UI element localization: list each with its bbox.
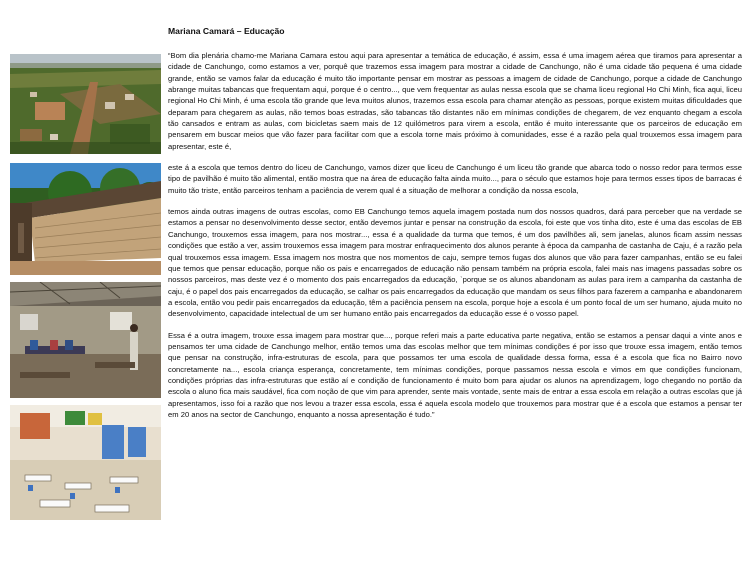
model-school-classroom-photo xyxy=(10,405,161,520)
classroom-interior-photo xyxy=(10,282,161,398)
school-barracks-photo xyxy=(10,163,161,275)
aerial-city-photo xyxy=(10,54,161,154)
paragraph-eb-canchungo: temos ainda outras imagens de outras escolas, como EB Canchungo temos aquela imagem postada num dos nossos quadros, dará para perceber que na verdade se estamos a pensar no desenvolvimento desse sector, então devemos juntar e pensar na construção da escola, foi este que vos tinha dito, este é uma das escolas de EB Canchungo, trouxemos essa imagem, para nos mostrar..., essa é a qualidade da turma que temos, é um dos pavilhões ali, sem janelas, alunos ficam assim nessas condições que estão a ver, assim trouxemos essa imagem para mostrar enfraquecimento dos alunos perante à época da campanha de castanha de Caju, é a razão pela qual trouxemos essa imagem. Essa imagem nos mostra que nos momentos de caju, sempre temos fugas dos alunos que vão para fazer campanhas, então se eu falei que temos que pensar educação, porque não os pais e encarregados de educação não pensam também na própria escola, falei mais nas imagens passadas sobre os nossos parceiros, mas deste vez é o momento dos pais encarregados da educação, `porque se os alunos abandonam as aulas para irem a campanha da castanha de caju, é o papel dos pais encarregados da educação, se calhar os pais encarregados da educação que mandam os seus filhos para fazerem a campanha e abandonarem a escola, então vou pedir pais encarregados da educação, têm a paciência pensem na escola, porque hoje a escola é um ponto focal de um ser humano, ajuda muito no desenvolvimento, capacidade intelectual de um ser humano então pais encarregados da educação esse é o vosso papel. xyxy=(168,207,742,319)
paragraph-model-school: Essa é a outra imagem, trouxe essa imagem para mostrar que..., porque referi mais a parte educativa parte negativa, então se estamos a pensar daqui a vinte anos e pensamos ter uma cidade de Canchungo melhor, então temos uma das escolas melhor que tem mínimas condições é por isso que trouxe essa imagem, então temos que pensar na construção, infra-estruturas de escola, para que possamos ter uma escola de qualidade dessa forma, essa é a escola que fica no Bairro novo concretamente na..., escola criança esperança, concretamente, tem mínimas condições, porque passamos nessa escola e vimos em que condições funcionam, condições próprias das infra-estruturas que estão aí e condição de funcionamento é muito bom para ajudar os alunos na aprendizagem, logo chegando no portão da escola o aluno fica mais saudável, fica com noção de que vim para aprender, sente mais vontade, sente mais de entrar a essa escola em relação a outras escolas que já apresentamos, isso foi a razão que nos levou a trazer essa escola, essa é aquela escola modelo que trouxemos para mostrar que é a escola que estamos a pensar ter em 20 anos na sector de Canchungo, enquanto a nossa apresentação é tudo.” xyxy=(168,330,742,419)
paragraph-liceu-barracks: este á a escola que temos dentro do liceu de Canchungo, vamos dizer que liceu de Canchungo é um liceu tão grande que abarca todo o nosso redor para termos esse tipo de pavilhão é muito tão alimental, então mostra que na área de educação falta ainda muito..., para o século que estamos hoje para termos esses tipos de barracas é muito tão triste, então parceiros tenham a paciência de verem qual é a situação de melhorar a condição da nossa escola, xyxy=(168,163,742,195)
document-body xyxy=(168,26,742,430)
document-title: Mariana Camará – Educação xyxy=(168,26,285,36)
paragraph-aerial-city: “Bom dia plenária chamo-me Mariana Camara estou aqui para apresentar a temática de educação, é assim, essa é uma imagem aérea que tiramos para apresentar a cidade de Canchungo, como estamos a ver, porquê que trazemos essa imagem para mostrar a cidade de Canchungo, não é uma cidade tão pequena é uma cidade grande, então se vamos falar da educação é muito tão importante pensar em mostrar as pessoas a imagem de cidade de Canchungo, porque a cidade de Canchungo abrange muitas tabancas que frequentam aqui, porque é o centro..., que vem frequentar as aulas nessa escola que se chama liceu regional Ho Chi Minh, fica aqui, liceu regional Ho Chi Minh, é uma escola tão grande que leva muitos alunos, trazemos essa escola para chamar atenção as pessoas, porque existem muitas dificuldades que deparam para chegarem as aulas, não temos boas estradas, são tabancas tão distantes não em mínimas condições de chegarem, de vez enquanto chegam a escola tão cansados e entram as aulas, com bicicletas saem mais de 12 quilómetros para virem a escola, então é muito interessante que os parceiros de educação em pensarem em buscar meios que vão fazer para facilitar com que a escola torne mais próximo à comunidades, esse é a razão pela qual trouxemos essa imagem para apresentar, este é, xyxy=(168,51,742,151)
